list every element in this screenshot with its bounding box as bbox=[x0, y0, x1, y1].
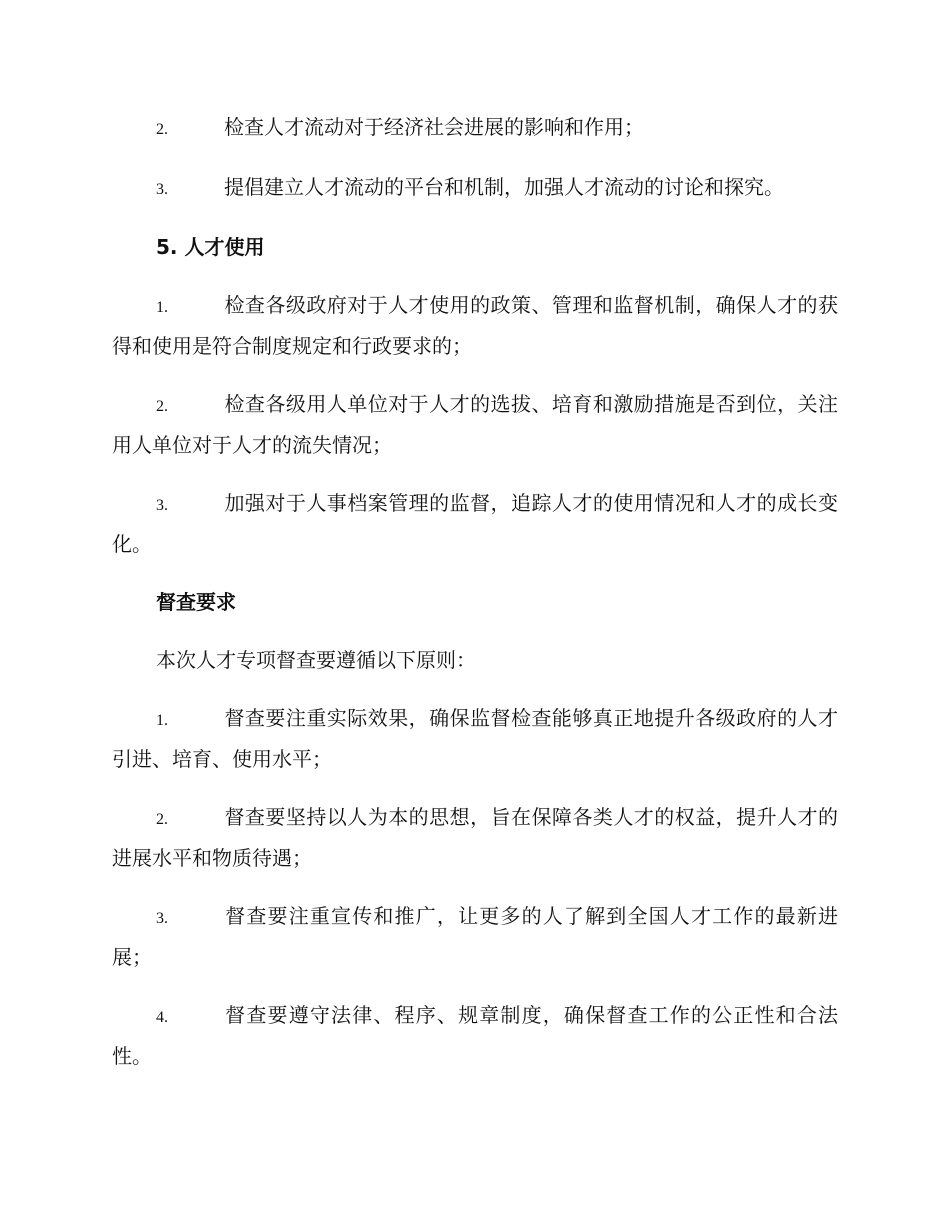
item-text: 督查要注重实际效果，确保监督检查能够真正地提升各级政府的人才引进、培育、使用水平； bbox=[112, 706, 838, 771]
list-item bbox=[112, 168, 838, 209]
item-text: 检查各级政府对于人才使用的政策、管理和监督机制，确保人才的获得和使用是符合制度规定和行政要求的； bbox=[112, 293, 838, 358]
item-text: 督查要遵守法律、程序、规章制度，确保督查工作的公正性和合法性。 bbox=[112, 1003, 838, 1068]
list-item bbox=[112, 699, 838, 779]
section-heading-requirements: 督查要求 bbox=[156, 590, 236, 614]
section-heading-talent-use: 5. 人才使用 bbox=[156, 235, 265, 259]
list-item bbox=[112, 108, 838, 149]
document-page bbox=[112, 108, 838, 1095]
list-item bbox=[112, 484, 838, 564]
item-number: 4. bbox=[156, 1009, 168, 1026]
list-item bbox=[112, 286, 838, 366]
item-number: 3. bbox=[156, 497, 168, 514]
item-number: 1. bbox=[156, 712, 168, 729]
item-number: 3. bbox=[156, 910, 168, 927]
item-number: 1. bbox=[156, 299, 168, 316]
list-item bbox=[112, 897, 838, 977]
item-number: 3. bbox=[156, 181, 168, 198]
item-text: 督查要注重宣传和推广，让更多的人了解到全国人才工作的最新进展； bbox=[112, 904, 838, 969]
item-number: 2. bbox=[156, 398, 168, 415]
list-item bbox=[112, 996, 838, 1076]
list-item bbox=[112, 385, 838, 465]
item-number: 2. bbox=[156, 811, 168, 828]
item-number: 2. bbox=[156, 121, 168, 138]
item-text: 检查各级用人单位对于人才的选拔、培育和激励措施是否到位，关注用人单位对于人才的流失情况； bbox=[112, 392, 838, 457]
item-text: 加强对于人事档案管理的监督，追踪人才的使用情况和人才的成长变化。 bbox=[112, 491, 838, 556]
item-text: 提倡建立人才流动的平台和机制，加强人才流动的讨论和探究。 bbox=[224, 175, 784, 199]
requirements-intro: 本次人才专项督查要遵循以下原则： bbox=[156, 648, 476, 672]
item-text: 检查人才流动对于经济社会进展的影响和作用； bbox=[224, 115, 644, 139]
item-text: 督查要坚持以人为本的思想，旨在保障各类人才的权益，提升人才的进展水平和物质待遇； bbox=[112, 805, 838, 870]
list-item bbox=[112, 798, 838, 878]
